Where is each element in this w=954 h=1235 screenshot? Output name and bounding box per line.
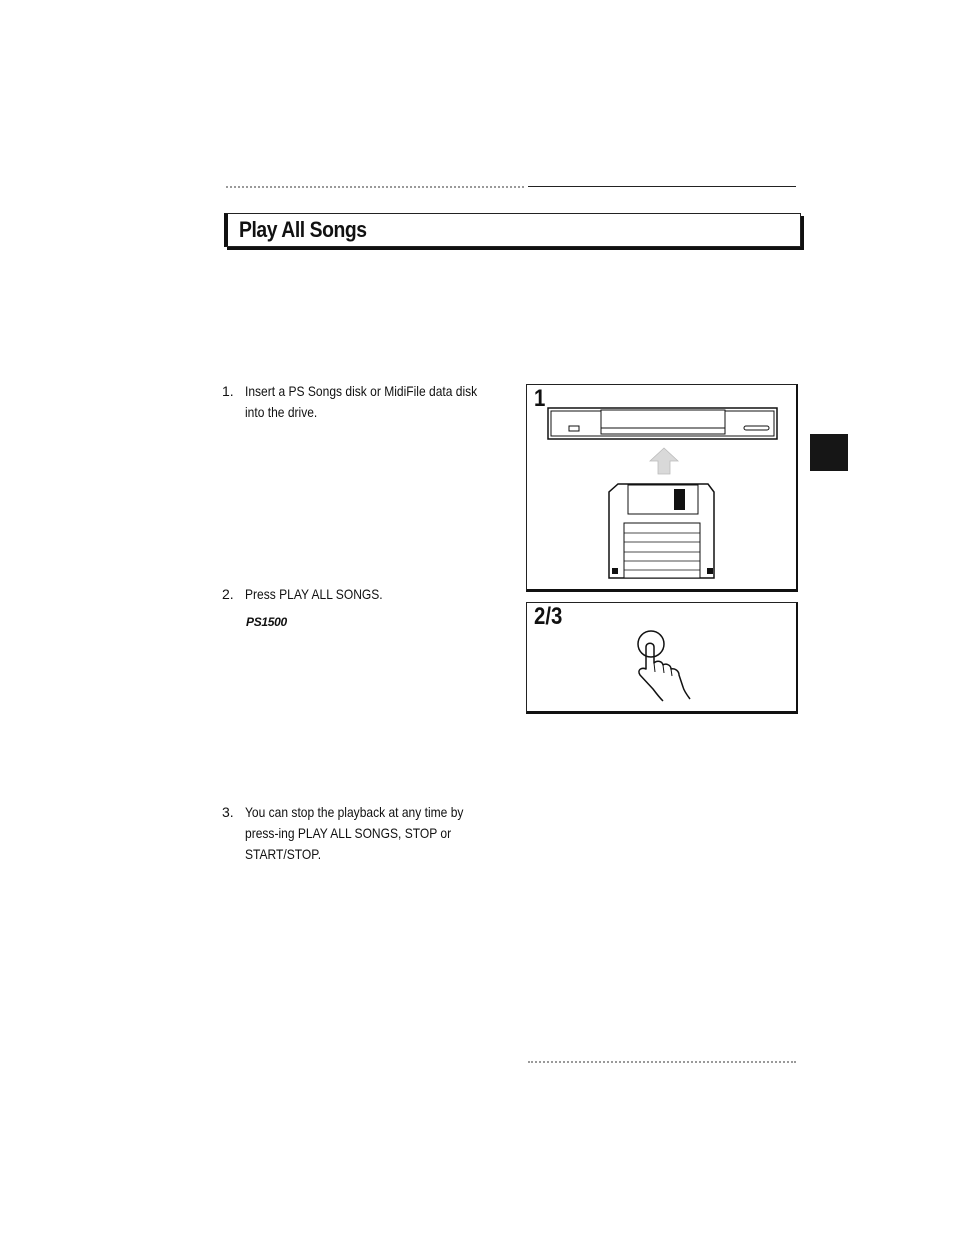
figure-insert-disk	[526, 384, 798, 592]
model-label: PS1500	[246, 615, 287, 629]
step-number: 3.	[222, 804, 234, 820]
step-text: Insert a PS Songs disk or MidiFile data disk into the drive.	[245, 383, 478, 420]
floppy-disk-icon	[608, 482, 716, 580]
step-text: You can stop the playback at any time by press-ing PLAY ALL SONGS, STOP or START/STOP.	[245, 804, 464, 862]
step-number: 2.	[222, 586, 234, 602]
page-title: Play All Songs	[239, 217, 367, 242]
chapter-tab-marker	[810, 434, 848, 471]
figure-label: 1	[534, 385, 546, 412]
step-text: Press PLAY ALL SONGS.	[245, 586, 383, 602]
header-dotted-rule	[226, 186, 524, 188]
section-title-box	[224, 213, 801, 247]
footer-dotted-rule	[528, 1061, 796, 1063]
floppy-drive-icon	[547, 407, 779, 441]
button-press-hand-icon	[627, 625, 697, 703]
header-solid-rule	[528, 186, 796, 187]
insert-arrow-icon	[649, 447, 679, 475]
figure-label: 2/3	[534, 603, 563, 630]
figure-press-button	[526, 602, 798, 714]
step-number: 1.	[222, 383, 234, 399]
